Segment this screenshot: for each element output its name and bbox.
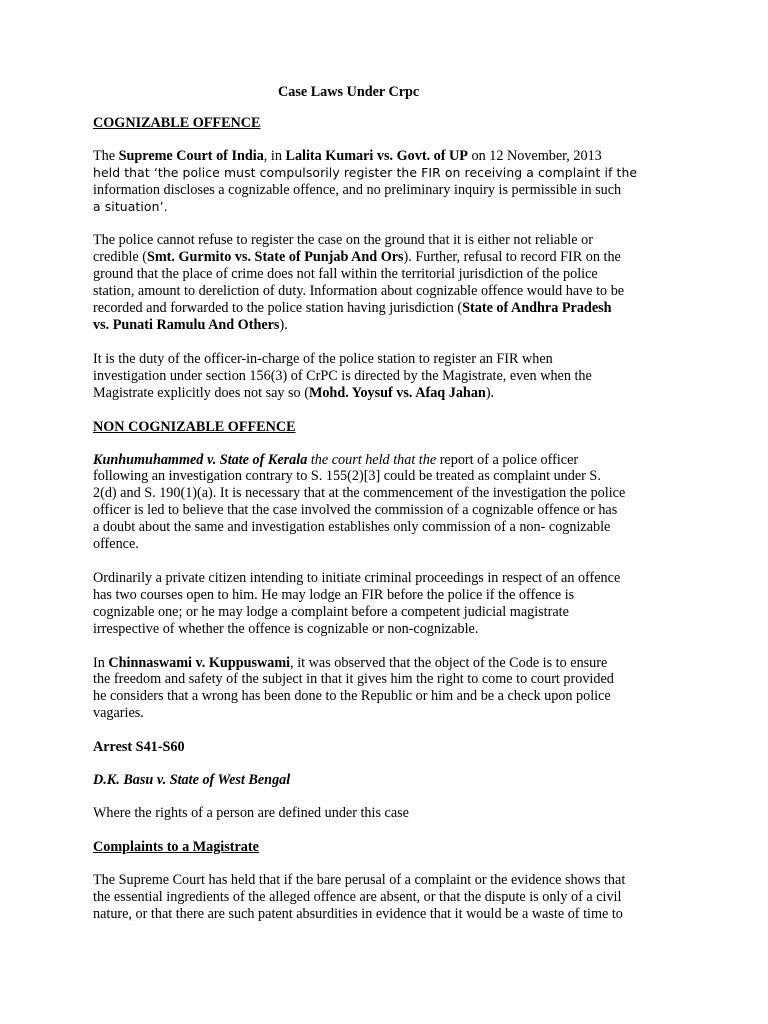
document-page [93, 84, 683, 940]
text-line: the freedom and safety of the subject in that it gives him the right to come to court provided [93, 671, 614, 688]
text-line: held that ‘the police must compulsorily register the FIR on receiving a complaint if the [93, 164, 638, 180]
text-line: station, amount to dereliction of duty. Information about cognizable offence would have to be [93, 283, 625, 300]
paragraph-bare-perusal [93, 872, 683, 923]
heading-arrest: Arrest S41-S60 [93, 739, 185, 756]
text-line: nature, or that there are such patent absurdities in evidence that it would be a waste of time to [93, 905, 623, 922]
text-line: In Chinnaswami v. Kuppuswami, it was observed that the object of the Code is to ensure [93, 654, 608, 671]
text-line: The Supreme Court of India, in Lalita Kumari vs. Govt. of UP on 12 November, 2013 [93, 147, 602, 164]
paragraph-lalita-kumari [93, 148, 683, 216]
paragraph-private-citizen [93, 570, 683, 638]
paragraph-kunhumuhammed [93, 452, 683, 553]
text-line: a doubt about the same and investigation establishes only commission of a non- cognizable [93, 519, 611, 536]
text-line: irrespective of whether the offence is cognizable or non-cognizable. [93, 620, 479, 637]
text-line: Ordinarily a private citizen intending to initiate criminal proceedings in respect of an offence [93, 569, 621, 586]
paragraph-officer-duty [93, 351, 683, 402]
text-line: Where the rights of a person are defined under this case [93, 805, 409, 821]
text-line: the essential ingredients of the alleged offence are absent, or that the dispute is only of a civil [93, 888, 622, 905]
text-line: vagaries. [93, 705, 144, 722]
text-line: It is the duty of the officer-in-charge of the police station to register an FIR when [93, 350, 553, 367]
text-line: recorded and forwarded to the police station having jurisdiction (State of Andhra Pradesh [93, 300, 612, 317]
text-line: credible (Smt. Gurmito vs. State of Punjab And Ors). Further, refusal to record FIR on the [93, 249, 621, 266]
text-line: ground that the place of crime does not fall within the territorial jurisdiction of the police [93, 266, 598, 283]
text-line: vs. Punati Ramulu And Others). [93, 316, 288, 333]
text-line: investigation under section 156(3) of CrPC is directed by the Magistrate, even when the [93, 367, 592, 384]
heading-non-cognizable-offence: NON COGNIZABLE OFFENCE [93, 418, 296, 435]
heading-complaints-magistrate: Complaints to a Magistrate [93, 838, 259, 855]
text-line: Kunhumuhammed v. State of Kerala the court held that the report of a police officer [93, 451, 579, 468]
text-line: officer is led to believe that the case involved the commission of a cognizable offence or has [93, 502, 618, 519]
paragraph-rights-defined [93, 805, 683, 822]
case-dk-basu: D.K. Basu v. State of West Bengal [93, 772, 291, 789]
text-line: has two courses open to him. He may lodge an FIR before the police if the offence is [93, 586, 575, 603]
text-line: Magistrate explicitly does not say so (Mohd. Yoysuf vs. Afaq Jahan). [93, 384, 495, 401]
text-line: information discloses a cognizable offence, and no preliminary inquiry is permissible in such [93, 181, 622, 198]
text-line: following an investigation contrary to S. 155(2)[3] could be treated as complaint under S. [93, 468, 601, 485]
text-line: 2(d) and S. 190(1)(a). It is necessary that at the commencement of the investigation the police [93, 485, 626, 502]
text-line: offence. [93, 536, 139, 553]
text-line: he considers that a wrong has been done to the Republic or him and be a check upon police [93, 688, 611, 705]
paragraph-chinnaswami [93, 655, 683, 723]
text-line: a situation’. [93, 198, 168, 214]
text-line: The police cannot refuse to register the case on the ground that it is either not reliable or [93, 232, 593, 249]
paragraph-refusal-register [93, 232, 683, 333]
text-line: cognizable one; or he may lodge a complaint before a competent judicial magistrate [93, 603, 569, 620]
heading-cognizable-offence: COGNIZABLE OFFENCE [93, 114, 261, 131]
text-line: The Supreme Court has held that if the bare perusal of a complaint or the evidence shows that [93, 871, 626, 888]
document-title: Case Laws Under Crpc [278, 84, 420, 100]
